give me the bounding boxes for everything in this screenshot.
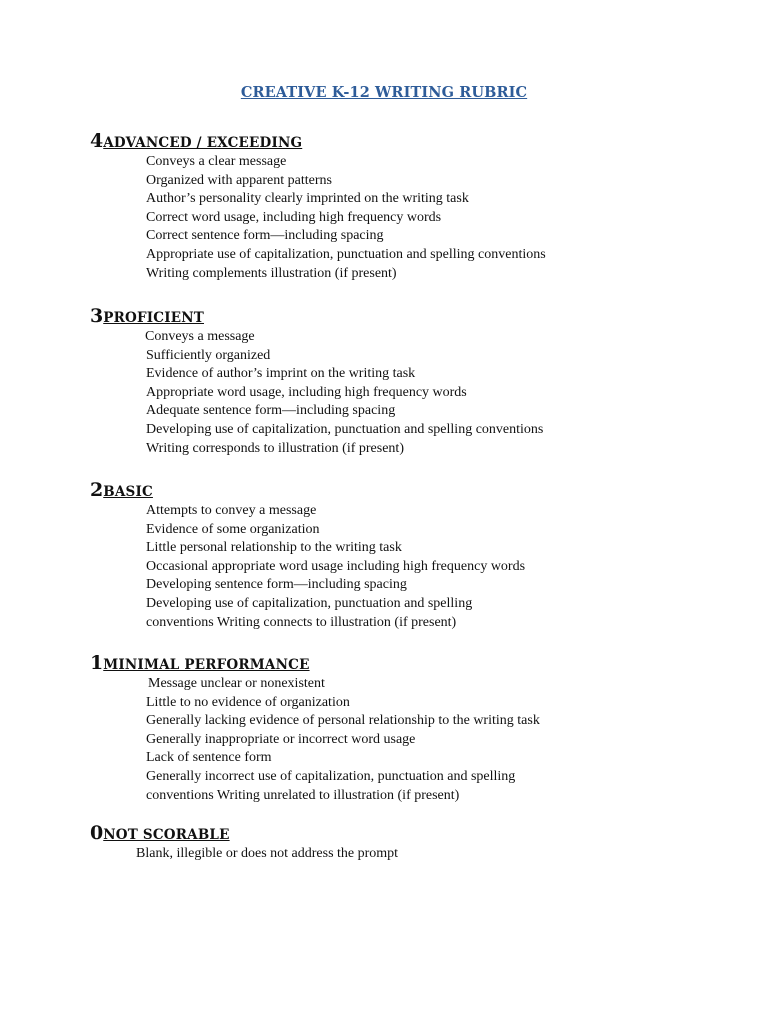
list-item: Evidence of author’s imprint on the writing task [146, 366, 416, 382]
list-item: Blank, illegible or does not address the prompt [136, 846, 399, 861]
list-item: Correct word usage, including high frequency words [146, 209, 442, 225]
level-heading [90, 478, 525, 502]
level-name: MINIMAL PERFORMANCE [103, 657, 310, 673]
level-name: PROFICIENT [103, 310, 204, 326]
level-heading [90, 651, 540, 675]
list-item: Conveys a message [145, 329, 255, 344]
level-score: 0 [90, 822, 104, 844]
list-item: Developing use of capitalization, punctuation and spelling [146, 595, 473, 611]
criteria-list [90, 328, 543, 458]
list-item: Adequate sentence form—including spacing [146, 403, 396, 419]
list-item: conventions Writing connects to illustration (if present) [146, 614, 457, 630]
list-item: Message unclear or nonexistent [148, 676, 325, 691]
criteria-list [90, 845, 398, 864]
level-heading [90, 129, 546, 153]
list-item: conventions Writing unrelated to illustration (if present) [146, 787, 460, 803]
rubric-level-4 [90, 129, 546, 283]
list-item: Author’s personality clearly imprinted on the writing task [146, 191, 469, 207]
list-item: Writing complements illustration (if present) [146, 265, 397, 281]
list-item: Appropriate word usage, including high frequency words [146, 384, 467, 400]
list-item: Correct sentence form—including spacing [146, 228, 384, 244]
list-item: Appropriate use of capitalization, punctuation and spelling conventions [146, 246, 546, 262]
list-item: Developing use of capitalization, punctuation and spelling conventions [146, 421, 544, 437]
level-name: NOT SCORABLE [103, 827, 230, 843]
list-item: Developing sentence form—including spacing [146, 577, 407, 593]
list-item: Attempts to convey a message [146, 503, 317, 518]
list-item: Evidence of some organization [146, 521, 320, 537]
level-score: 4 [90, 130, 104, 152]
list-item: Writing corresponds to illustration (if present) [146, 440, 404, 456]
list-item: Conveys a clear message [146, 154, 287, 169]
list-item: Lack of sentence form [146, 750, 272, 766]
level-heading [90, 821, 398, 845]
list-item: Generally lacking evidence of personal relationship to the writing task [146, 713, 540, 729]
list-item: Organized with apparent patterns [146, 172, 332, 188]
level-score: 3 [90, 305, 104, 327]
page-title: CREATIVE K-12 WRITING RUBRIC [240, 84, 528, 101]
list-item: Little personal relationship to the writing task [146, 540, 402, 556]
rubric-level-1 [90, 651, 540, 805]
level-score: 1 [90, 652, 104, 674]
level-score: 2 [90, 479, 104, 501]
criteria-list [90, 502, 525, 632]
rubric-level-2 [90, 478, 525, 632]
level-heading [90, 304, 543, 328]
list-item: Sufficiently organized [146, 347, 271, 363]
level-name: ADVANCED / EXCEEDING [103, 135, 303, 151]
criteria-list [90, 153, 546, 283]
list-item: Generally incorrect use of capitalization, punctuation and spelling [146, 768, 516, 784]
list-item: Little to no evidence of organization [146, 694, 350, 710]
list-item: Generally inappropriate or incorrect word usage [146, 731, 416, 747]
list-item: Occasional appropriate word usage including high frequency words [146, 558, 526, 574]
rubric-level-3 [90, 304, 543, 458]
level-name: BASIC [103, 484, 153, 500]
rubric-level-0 [90, 821, 398, 864]
criteria-list [90, 675, 540, 805]
